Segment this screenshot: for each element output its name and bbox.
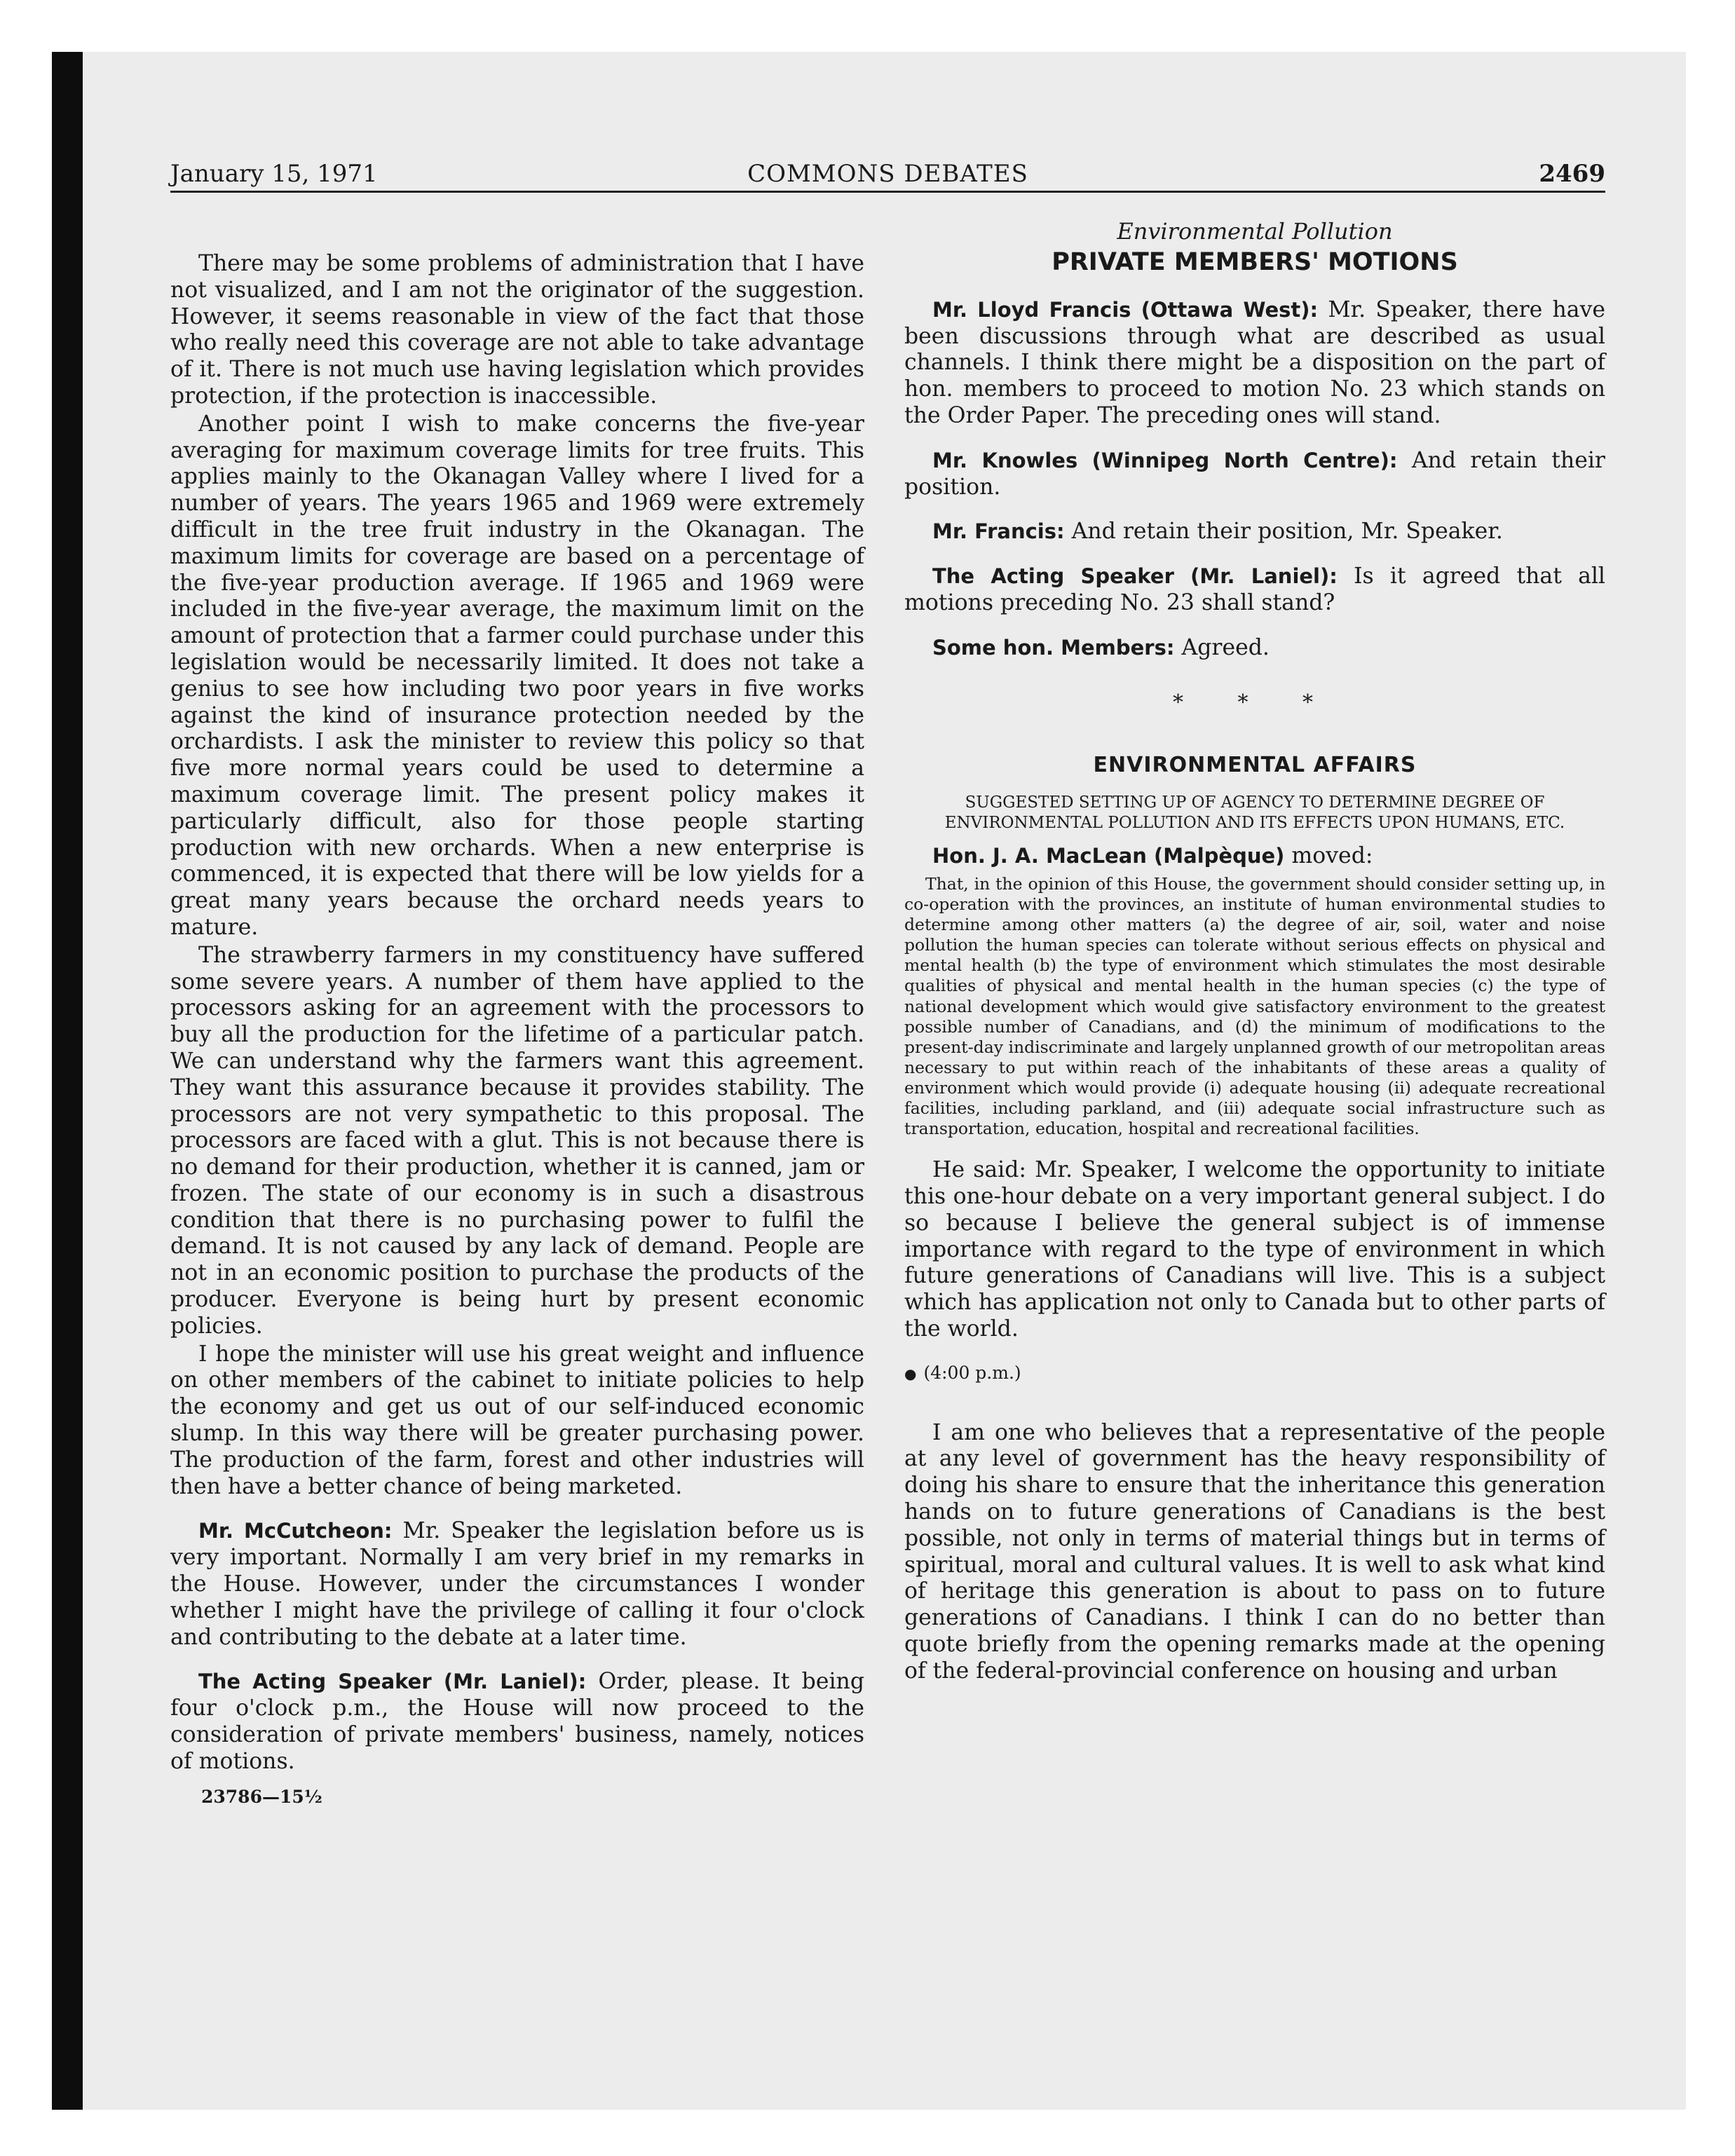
speech-text: Agreed.: [1181, 634, 1270, 660]
speech-text: Mr. Speaker the legislation before us is very important. Normally I am very brief in my remarks in the House. However, under the circumstances I wonder whether I might have the privilege of calling it four o'clock and contributing to the debate at a later time.: [170, 1518, 864, 1650]
speaker-name: Mr. Lloyd Francis (Ottawa West):: [932, 297, 1319, 322]
paragraph: He said: Mr. Speaker, I welcome the opportunity to initiate this one-hour debate on a very important general subject. I do so because I believe the general subject is of immense importance with regard to the type of environment in which future generations of Canadians will live. This is a subject which has application not only to Canada but to other parts of the world.: [904, 1157, 1605, 1342]
section-heading: PRIVATE MEMBERS' MOTIONS: [1052, 248, 1458, 276]
motion-intro: [904, 843, 1605, 870]
speaker-name: The Acting Speaker (Mr. Laniel):: [932, 564, 1338, 589]
section-heading-environment: ENVIRONMENTAL AFFAIRS: [1093, 753, 1417, 778]
motion-moved: moved:: [1291, 843, 1373, 869]
speaker-name: Mr. Knowles (Winnipeg North Centre):: [932, 448, 1398, 472]
paragraph: I am one who believes that a representative of the people at any level of government has the heavy responsibility of doing his share to ensure that the inheritance this generation hands on to future generations of Canadians is the best possible, not only in terms of material things but in terms of spiritual, moral and cultural values. It is well to ask what kind of heritage this generation is about to pass on to future generations of Canadians. I think I can do no better than quote briefly from the opening remarks made at the opening of the federal-provincial conference on housing and urban: [904, 1419, 1605, 1684]
motion-text: That, in the opinion of this House, the government should consider setting up, in co-operation with the provinces, an institute of human environmental studies to determine among other matters (a) the degree of air, soil, water and noise pollution the human species can tolerate without serious effects on physical and mental health (b) the type of environment which stimulates the most desirable qualities of physical and mental health in the human species (c) the type of national development which would give satisfactory environment to the greatest possible number of Canadians, and (d) the minimum of modifications to the present-day indiscriminate and largely unplanned growth of our metropolitan areas necessary to put within reach of the inhabitants of these areas a quality of environment which would provide (i) adequate housing (ii) adequate recreational facilities, including parkland, and (iii) adequate social infrastructure such as transportation, education, hospital and recreational facilities.: [904, 873, 1605, 1139]
speech-text: Mr. Speaker, there have been discussions through what are described as usual channels. I think there might be a disposition on the part of hon. members to proceed to motion No. 23 which stands on the Order Paper. The preceding ones will stand.: [904, 296, 1606, 428]
page-header: [170, 156, 1605, 193]
speech-francis-2: [904, 519, 1605, 545]
speech-mccutcheon: [170, 1518, 864, 1651]
speech-text: And retain their position.: [904, 447, 1605, 500]
speech-acting-speaker: [170, 1669, 864, 1775]
speech-text: And retain their position, Mr. Speaker.: [1071, 519, 1503, 545]
subject-heading: Environmental Pollution: [1117, 218, 1393, 245]
time-stamp: [904, 1360, 1605, 1388]
paragraph: The strawberry farmers in my constituency have suffered some severe years. A number of them have applied to the processors asking for an agreement with the processors to buy all the production for the lifetime of a particular patch. We can understand why the farmers want this agreement. They want this assurance because it provides stability. The processors are not very sympathetic to this proposal. The processors are faced with a glut. This is not because there is no demand for their production, whether it is canned, jam or frozen. The state of our economy is in such a disastrous condition that there is no purchasing power to fulfil the demand. It is not caused by any lack of demand. People are not in an economic position to purchase the products of the producer. Everyone is being hurt by present economic policies.: [170, 942, 864, 1339]
speech-text: Order, please. It being four o'clock p.m., the House will now proceed to the consideration of private members' business, namely, notices of motions.: [170, 1669, 864, 1774]
time-text: (4:00 p.m.): [923, 1362, 1021, 1383]
speech-acting-speaker: [904, 564, 1605, 617]
speech-knowles: [904, 448, 1605, 501]
bullet-icon: ●: [904, 1365, 917, 1382]
paragraph: I hope the minister will use his great weight and influence on other members of the cabinet to initiate policies to help the economy and get us out of our self-induced economic slump. In this way there will be greater purchasing power. The production of the farm, forest and other industries will then have a better chance of being marketed.: [170, 1341, 864, 1499]
right-column: [904, 217, 1605, 1685]
speaker-name: The Acting Speaker (Mr. Laniel):: [198, 1670, 587, 1694]
section-separator: * * *: [1172, 690, 1338, 715]
left-column: [170, 251, 864, 1810]
speech-text: Is it agreed that all motions preceding No. 23 shall stand?: [904, 564, 1606, 615]
section-subheading: SUGGESTED SETTING UP OF AGENCY TO DETERMINE DEGREE OF ENVIRONMENTAL POLLUTION AND ITS EFFECTS UPON HUMANS, ETC.: [944, 793, 1565, 833]
speaker-name: Some hon. Members:: [932, 635, 1175, 660]
paragraph: There may be some problems of administration that I have not visualized, and I am not the originator of the suggestion. However, it seems reasonable in view of the fact that those who really need this coverage are not able to take advantage of it. There is not much use having legislation which provides protection, if the protection is inaccessible.: [170, 251, 864, 409]
header-title: COMMONS DEBATES: [747, 160, 1028, 188]
speaker-name: Mr. McCutcheon:: [198, 1519, 393, 1543]
paragraph: Another point I wish to make concerns the five-year averaging for maximum coverage limits for tree fruits. This applies mainly to the Okanagan Valley where I lived for a number of years. The years 1965 and 1969 were extremely difficult in the tree fruit industry in the Okanagan. The maximum limits for coverage are based on a percentage of the five-year production average. If 1965 and 1969 were included in the five-year average, the maximum limit on the amount of protection that a farmer could purchase under this legislation would be necessarily limited. It does not take a genius to see how including two poor years in five works against the kind of insurance protection needed by the orchardists. I ask the minister to review this policy so that five more normal years could be used to determine a maximum coverage limit. The present policy makes it particularly difficult, also for those people starting production with new orchards. When a new enterprise is commenced, it is expected that there will be low yields for a great many years because the orchard needs years to mature.: [170, 411, 864, 940]
header-date: January 15, 1971: [170, 160, 378, 188]
scan-edge-shadow: [52, 52, 83, 2110]
speech-members: [904, 635, 1605, 662]
page-number: 2469: [1539, 160, 1605, 188]
speaker-name: Hon. J. A. MacLean (Malpèque): [932, 844, 1285, 868]
speaker-name: Mr. Francis:: [932, 519, 1065, 544]
printer-job-number: 23786—15½: [201, 1786, 322, 1807]
speech-francis: [904, 297, 1605, 430]
